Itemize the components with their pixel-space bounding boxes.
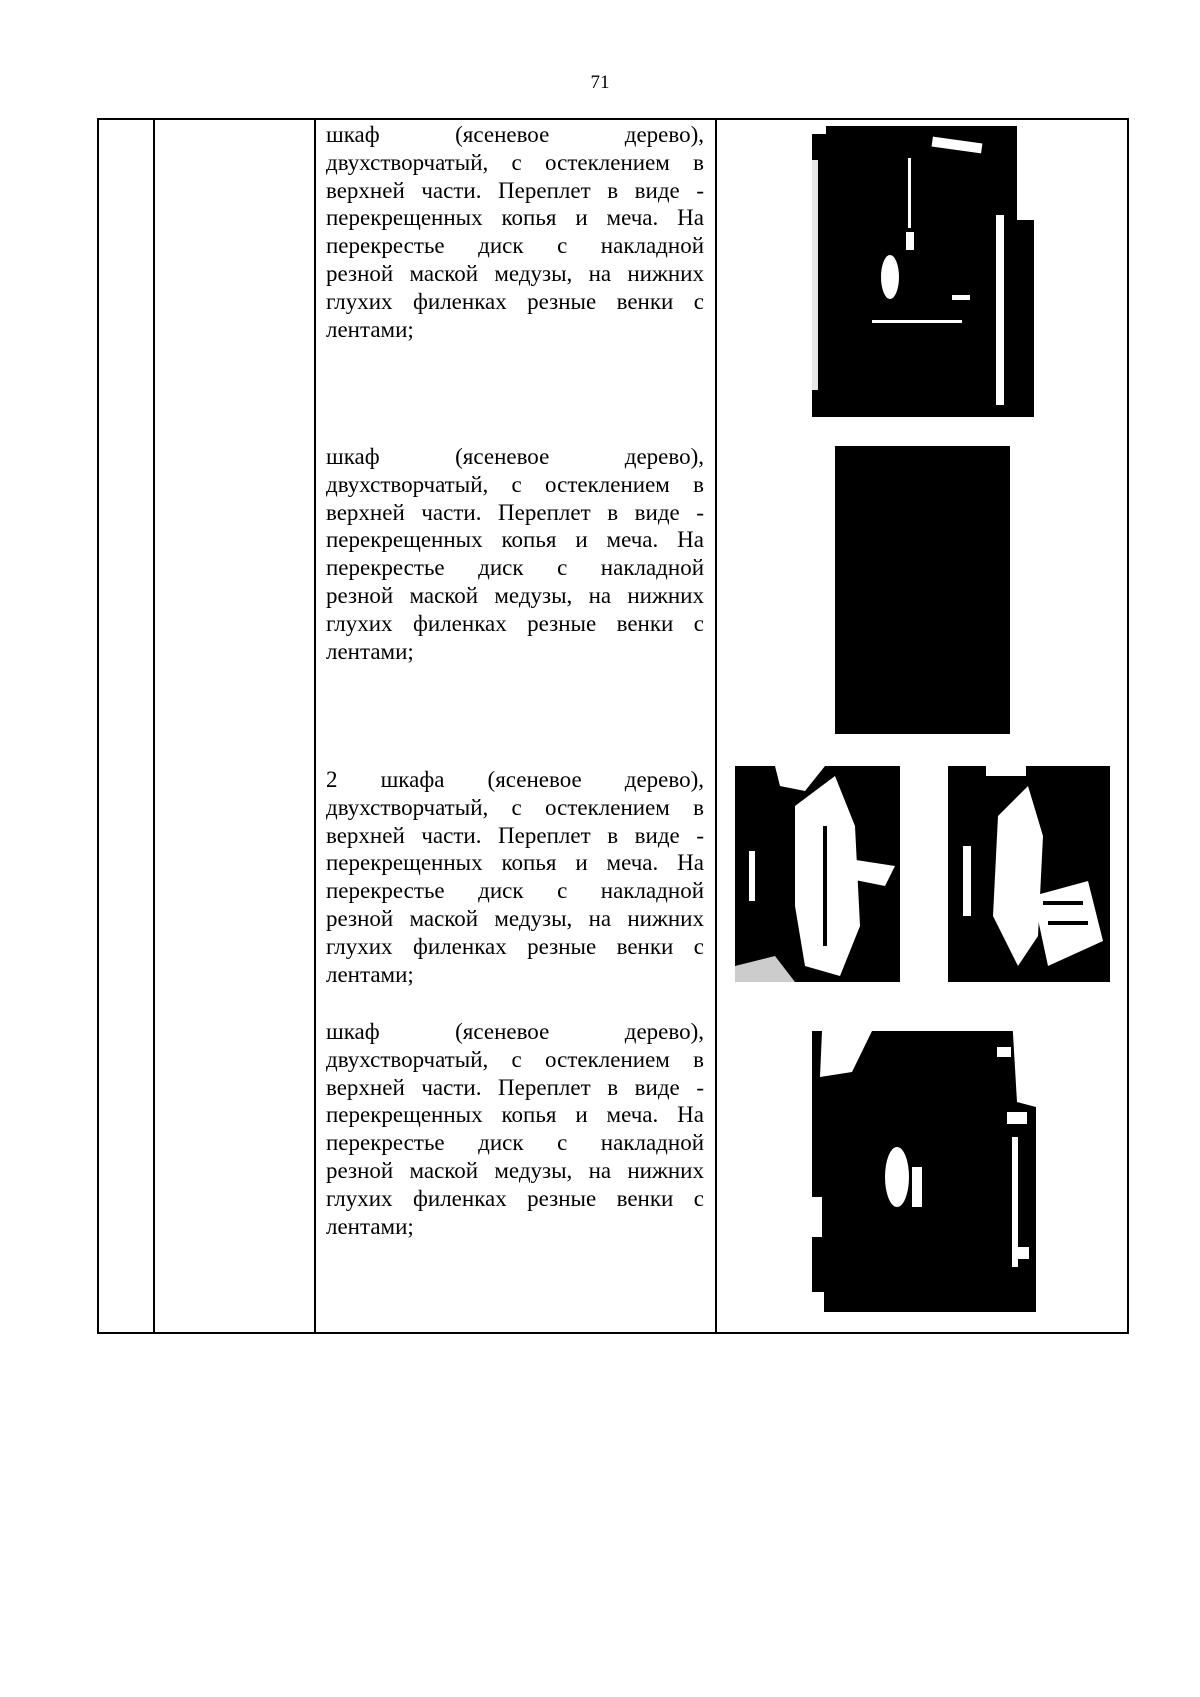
description-line: перекрестье диск с накладной (326, 233, 704, 259)
cabinet-photo-2 (835, 446, 1010, 734)
description-line: двухстворчатый, с остеклением в (326, 471, 704, 497)
description-line: лентами; (326, 316, 414, 342)
description-line: двухстворчатый, с остеклением в (326, 794, 704, 820)
description-line: двухстворчатый, с остеклением в (326, 149, 704, 175)
description-line: резной маской медузы, на нижних (326, 582, 704, 608)
description-line: перекрещенных копья и меча. На (326, 527, 704, 553)
description-line: шкаф (ясеневое дерево), (326, 444, 704, 469)
description-line: глухих филенках резные венки с (326, 288, 704, 314)
description-line: 2 шкафа (ясеневое дерево), (326, 767, 704, 792)
column-divider-2 (314, 118, 316, 1334)
description-line: перекрещенных копья и меча. На (326, 850, 704, 876)
description-line: резной маской медузы, на нижних (326, 260, 704, 286)
description-line: перекрещенных копья и меча. На (326, 205, 704, 231)
column-divider-3 (715, 118, 717, 1334)
description-line: лентами; (326, 961, 414, 987)
description-line: шкаф (ясеневое дерево), (326, 122, 704, 147)
description-line: верхней части. Переплет в виде - (326, 1074, 704, 1100)
description-line: лентами; (326, 1213, 414, 1239)
cabinet-detail-photo-1 (735, 766, 900, 982)
column-divider-1 (153, 118, 155, 1334)
item-description-4 (326, 1018, 704, 1240)
description-line: глухих филенках резные венки с (326, 610, 704, 636)
description-line: перекрестье диск с накладной (326, 1130, 704, 1156)
description-line: глухих филенках резные венки с (326, 1185, 704, 1211)
description-line: двухстворчатый, с остеклением в (326, 1046, 704, 1072)
description-line: глухих филенках резные венки с (326, 933, 704, 959)
description-line: резной маской медузы, на нижних (326, 905, 704, 931)
description-line: верхней части. Переплет в виде - (326, 499, 704, 525)
cabinet-photo-1 (812, 120, 1034, 417)
description-line: перекрещенных копья и меча. На (326, 1102, 704, 1128)
cabinet-detail-photo-2 (948, 766, 1110, 982)
description-line: верхней части. Переплет в виде - (326, 177, 704, 203)
page-number: 71 (590, 72, 610, 93)
description-line: перекрестье диск с накладной (326, 555, 704, 581)
description-line: перекрестье диск с накладной (326, 878, 704, 904)
description-line: верхней части. Переплет в виде - (326, 822, 704, 848)
cabinet-photo-3 (812, 1017, 1036, 1312)
description-line: резной маской медузы, на нижних (326, 1157, 704, 1183)
item-description-2 (326, 443, 704, 665)
item-description-3 (326, 766, 704, 988)
description-line: шкаф (ясеневое дерево), (326, 1019, 704, 1044)
item-description-1 (326, 121, 704, 343)
description-line: лентами; (326, 638, 414, 664)
